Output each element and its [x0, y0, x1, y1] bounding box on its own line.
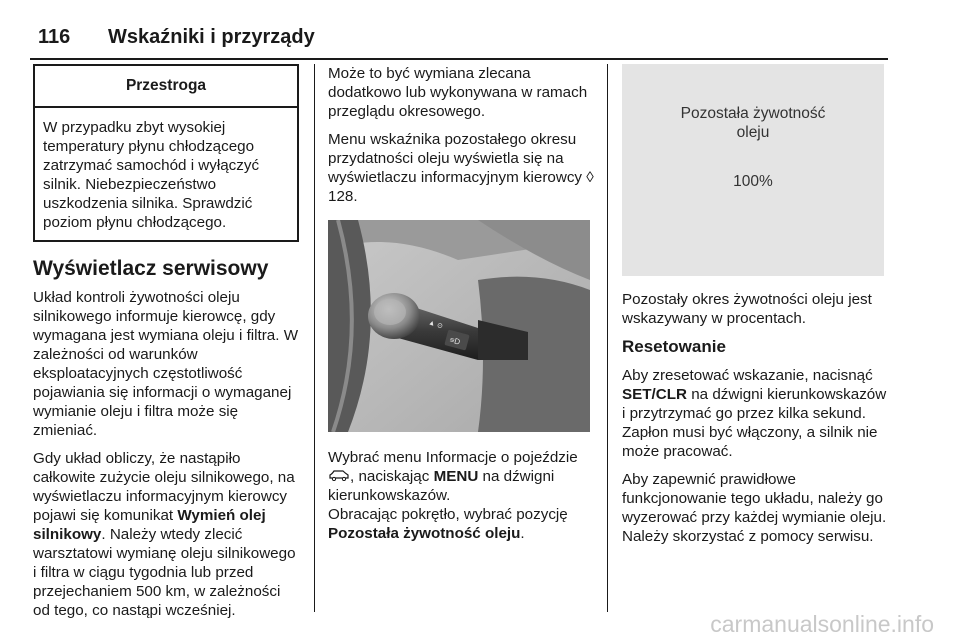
- chapter-title: Wskaźniki i przyrządy: [108, 26, 315, 48]
- display-value: 100%: [733, 173, 773, 190]
- oil-life-display: [622, 64, 884, 276]
- text-segment: , naciskając: [350, 468, 434, 485]
- page-header: [30, 8, 890, 48]
- column-2: [328, 64, 596, 552]
- set-clr-button-label: SET/CLR: [622, 386, 687, 403]
- menu-item-oil-life: Pozostała żywotność oleju: [328, 525, 521, 543]
- section-heading-reset: Resetowanie: [622, 337, 726, 356]
- paragraph-service-help: Aby zapewnić prawidłowe funkcjonowanie tego układu, należy go wyzerować przy każdej wymianie oleju. Należy skorzystać z pomocy serwisu.: [622, 471, 887, 545]
- text-segment: Wybrać menu Informacje o pojeździe: [328, 449, 578, 466]
- column-divider-1: [314, 64, 315, 612]
- turn-signal-lever-photo: [328, 220, 590, 432]
- text-segment: Aby zresetować wskazanie, nacisnąć: [622, 367, 873, 384]
- column-divider-2: [607, 64, 608, 612]
- watermark: carmanualsonline.info: [710, 611, 934, 637]
- header-rule: [30, 58, 888, 60]
- caution-text: W przypadku zbyt wysokiej temperatury płynu chłodzącego zatrzymać samochód i wyłączyć silnik. Niebezpieczeństwo uszkodzenia silnika. Sprawdzić poziom płynu chłodzącego.: [43, 119, 260, 231]
- text-segment: . Należy wtedy zlecić warsztatowi wymianę oleju silnikowego i filtra w ciągu tygodnia lub przed przejechaniem 500 km, w zależności od tego, co nastąpi wcześniej.: [33, 526, 296, 619]
- column-1: [33, 64, 299, 629]
- page-reference: 128.: [328, 188, 358, 205]
- page-number: 116: [38, 26, 71, 48]
- text-segment: Obracając pokrętło, wybrać pozycję: [328, 506, 568, 524]
- paragraph-percent-info: Pozostały okres żywotności oleju jest wskazywany w procentach.: [622, 291, 872, 327]
- paragraph-service-note: Może to być wymiana zlecana dodatkowo lub wykonywana w ramach przeglądu okresowego.: [328, 65, 588, 120]
- display-title: [622, 104, 884, 142]
- page-reference-arrow-icon: ◊: [586, 169, 594, 186]
- paragraph-reset-instructions: [622, 366, 888, 461]
- paragraph-change-oil: [33, 449, 299, 620]
- paragraph-menu-info: [328, 130, 596, 206]
- paragraph-select-menu: [328, 448, 596, 543]
- caution-title: Przestroga: [35, 66, 297, 108]
- text-segment: Menu wskaźnika pozostałego okresu przydatności oleju wyświetla się na wyświetlaczu informacyjnym kierowcy: [328, 131, 587, 186]
- text-segment: Gdy układ obliczy, że nastąpiło całkowite zużycie oleju silnikowego, na wyświetlaczu informacyjnym kierowcy pojawi się komunikat: [33, 450, 295, 524]
- caution-box: [33, 64, 299, 242]
- display-title-text: Pozostała żywotność oleju: [680, 105, 826, 141]
- section-heading-service-display: Wyświetlacz serwisowy: [33, 257, 269, 280]
- steering-lever-illustration: [328, 220, 590, 432]
- vehicle-info-car-icon: [328, 467, 350, 486]
- column-3: [622, 64, 888, 555]
- svg-text:≡D: ≡D: [448, 335, 462, 347]
- text-segment: na dźwigni kierunkowskazów.: [328, 468, 555, 505]
- text-segment: na dźwigni kierunkowskazów i przytrzymać go przez kilka sekund. Zapłon musi być włączony, a silnik nie może pracować.: [622, 386, 887, 460]
- message-change-oil: Wymień olej silnikowy: [33, 507, 266, 543]
- svg-text:▲ ⊙: ▲ ⊙: [427, 319, 444, 331]
- paragraph-intro: Układ kontroli żywotności oleju silnikowego informuje kierowcę, gdy wymagana jest wymiana oleju i filtra. W zależności od warunków eksploatacyjnych częstotliwość pojawiania się informacji o wymaganej wymianie oleju i filtra może się zmieniać.: [33, 289, 299, 439]
- menu-button-label: MENU: [433, 468, 479, 485]
- text-segment: .: [520, 525, 525, 543]
